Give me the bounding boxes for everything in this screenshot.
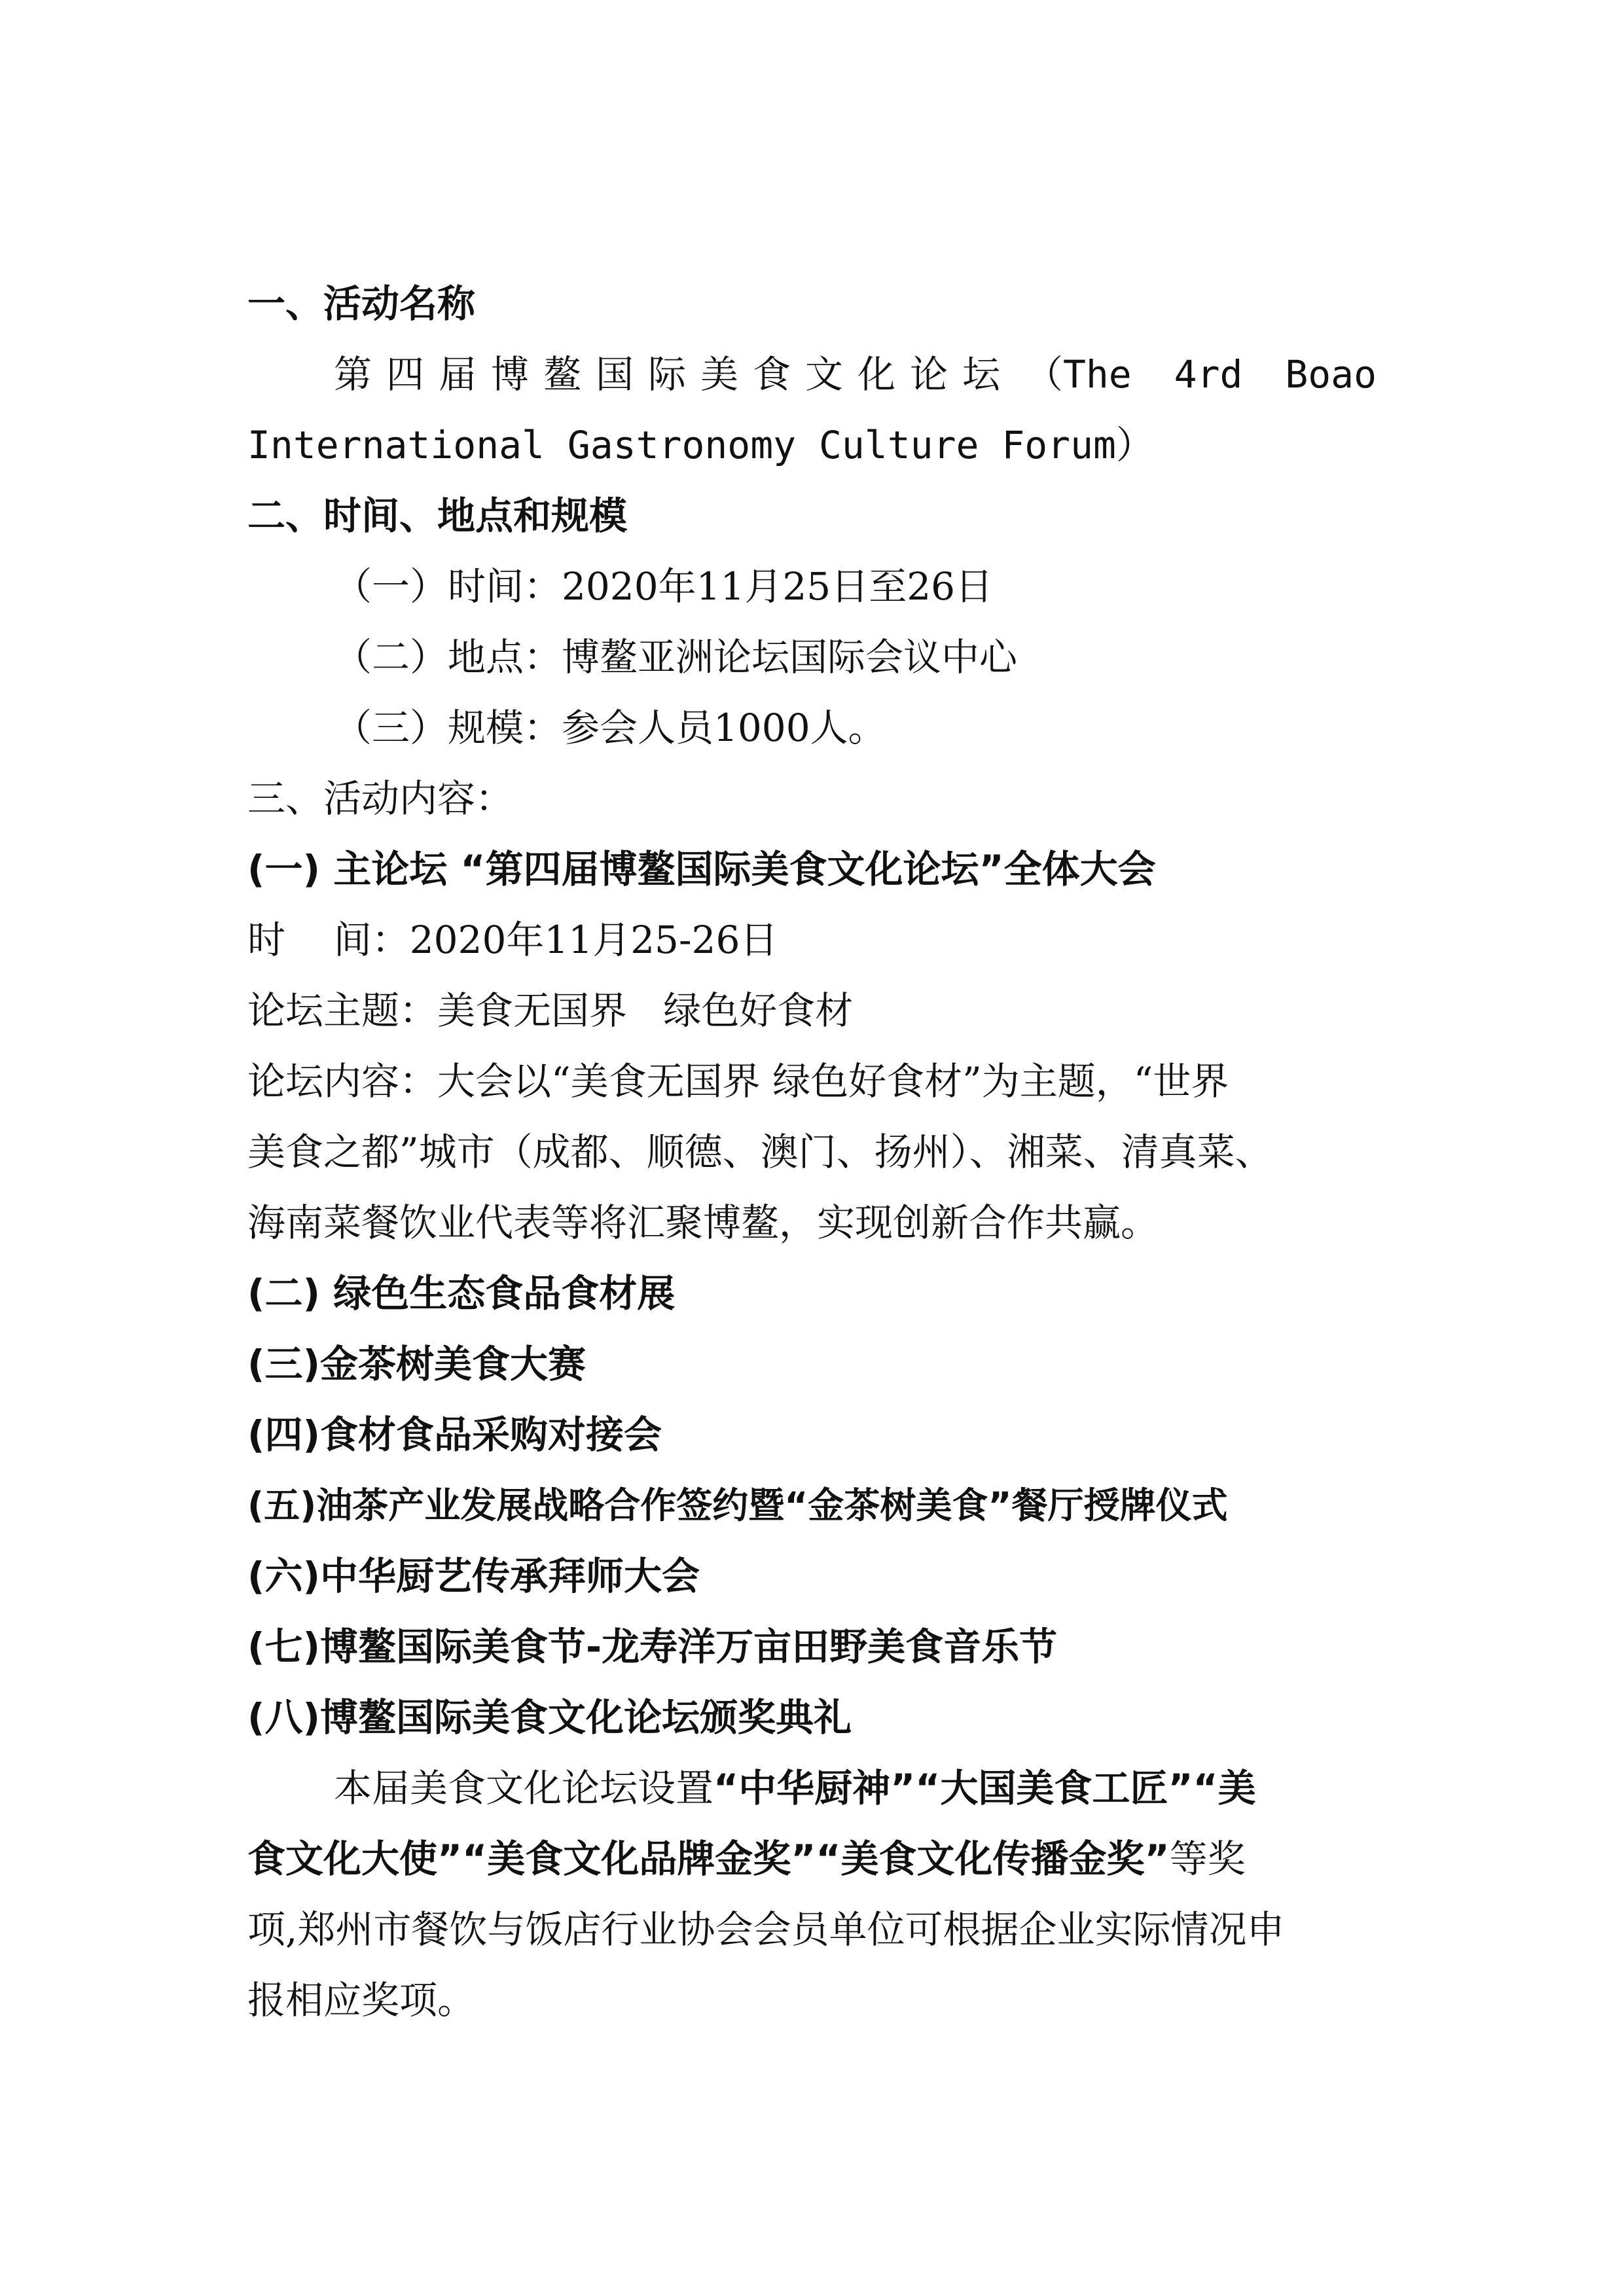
content-item-5: (五)油茶产业发展战略合作签约暨“金茶树美食”餐厅授牌仪式 [247,1484,1228,1526]
awards-intro: 本届美食文化论坛设置 [334,1766,714,1810]
time-item: （一）时间：2020年11月25日至26日 [334,564,994,609]
scale-item: （三）规模：参会人员1000人。 [334,706,886,750]
document-body [247,268,1377,2036]
event-name-en-rest: International Gastronomy Culture Forum） [247,423,1154,467]
forum-content-line-3: 海南菜餐饮业代表等将汇聚博鳌，实现创新合作共赢。 [247,1200,1159,1245]
awards-line-3: 项,郑州市餐饮与饭店行业协会会员单位可根据企业实际情况申 [247,1907,1285,1952]
content-item-7: (七)博鳌国际美食节-龙寿洋万亩田野美食音乐节 [247,1624,1058,1669]
place-item: （二）地点：博鳌亚洲论坛国际会议中心 [334,635,1018,679]
awards-names-2: 食文化大使”“美食文化品牌金奖”“美食文化传播金奖” [247,1837,1170,1881]
section-1-heading: 一、活动名称 [247,281,476,326]
awards-names-1: “中华厨神”“大国美食工匠”“美 [713,1766,1256,1810]
forum-time: 时 间：2020年11月25-26日 [247,918,778,962]
content-item-2: (二) 绿色生态食品食材展 [247,1271,676,1316]
awards-line-2 [247,1823,1377,1894]
forum-content-line-2: 美食之都”城市（成都、顺德、澳门、扬州）、湘菜、清真菜、 [247,1130,1273,1174]
content-item-3: (三)金茶树美食大赛 [247,1342,586,1386]
event-name-en-start: （The 4rd Boao [1024,352,1377,397]
forum-theme: 论坛主题：美食无国界 绿色好食材 [247,988,854,1033]
event-name-line [247,339,1377,410]
event-name-cn: 第四届博鳌国际美食文化论坛 [334,352,1015,397]
content-item-8: (八)博鳌国际美食文化论坛颁奖典礼 [247,1695,852,1740]
section-2-heading: 二、时间、地点和规模 [247,493,628,538]
forum-content-line-1: 论坛内容：大会以“美食无国界 绿色好食材”为主题，“世界 [247,1059,1229,1103]
awards-suffix: 等奖 [1169,1837,1246,1881]
awards-line-4: 报相应奖项。 [247,1978,476,2022]
content-item-1: (一) 主论坛 “第四届博鳌国际美食文化论坛”全体大会 [247,847,1156,891]
awards-line-1 [247,1753,1377,1823]
content-item-6: (六)中华厨艺传承拜师大会 [247,1554,700,1598]
content-item-4: (四)食材食品采购对接会 [247,1412,662,1457]
section-3-heading: 三、活动内容： [247,776,514,821]
